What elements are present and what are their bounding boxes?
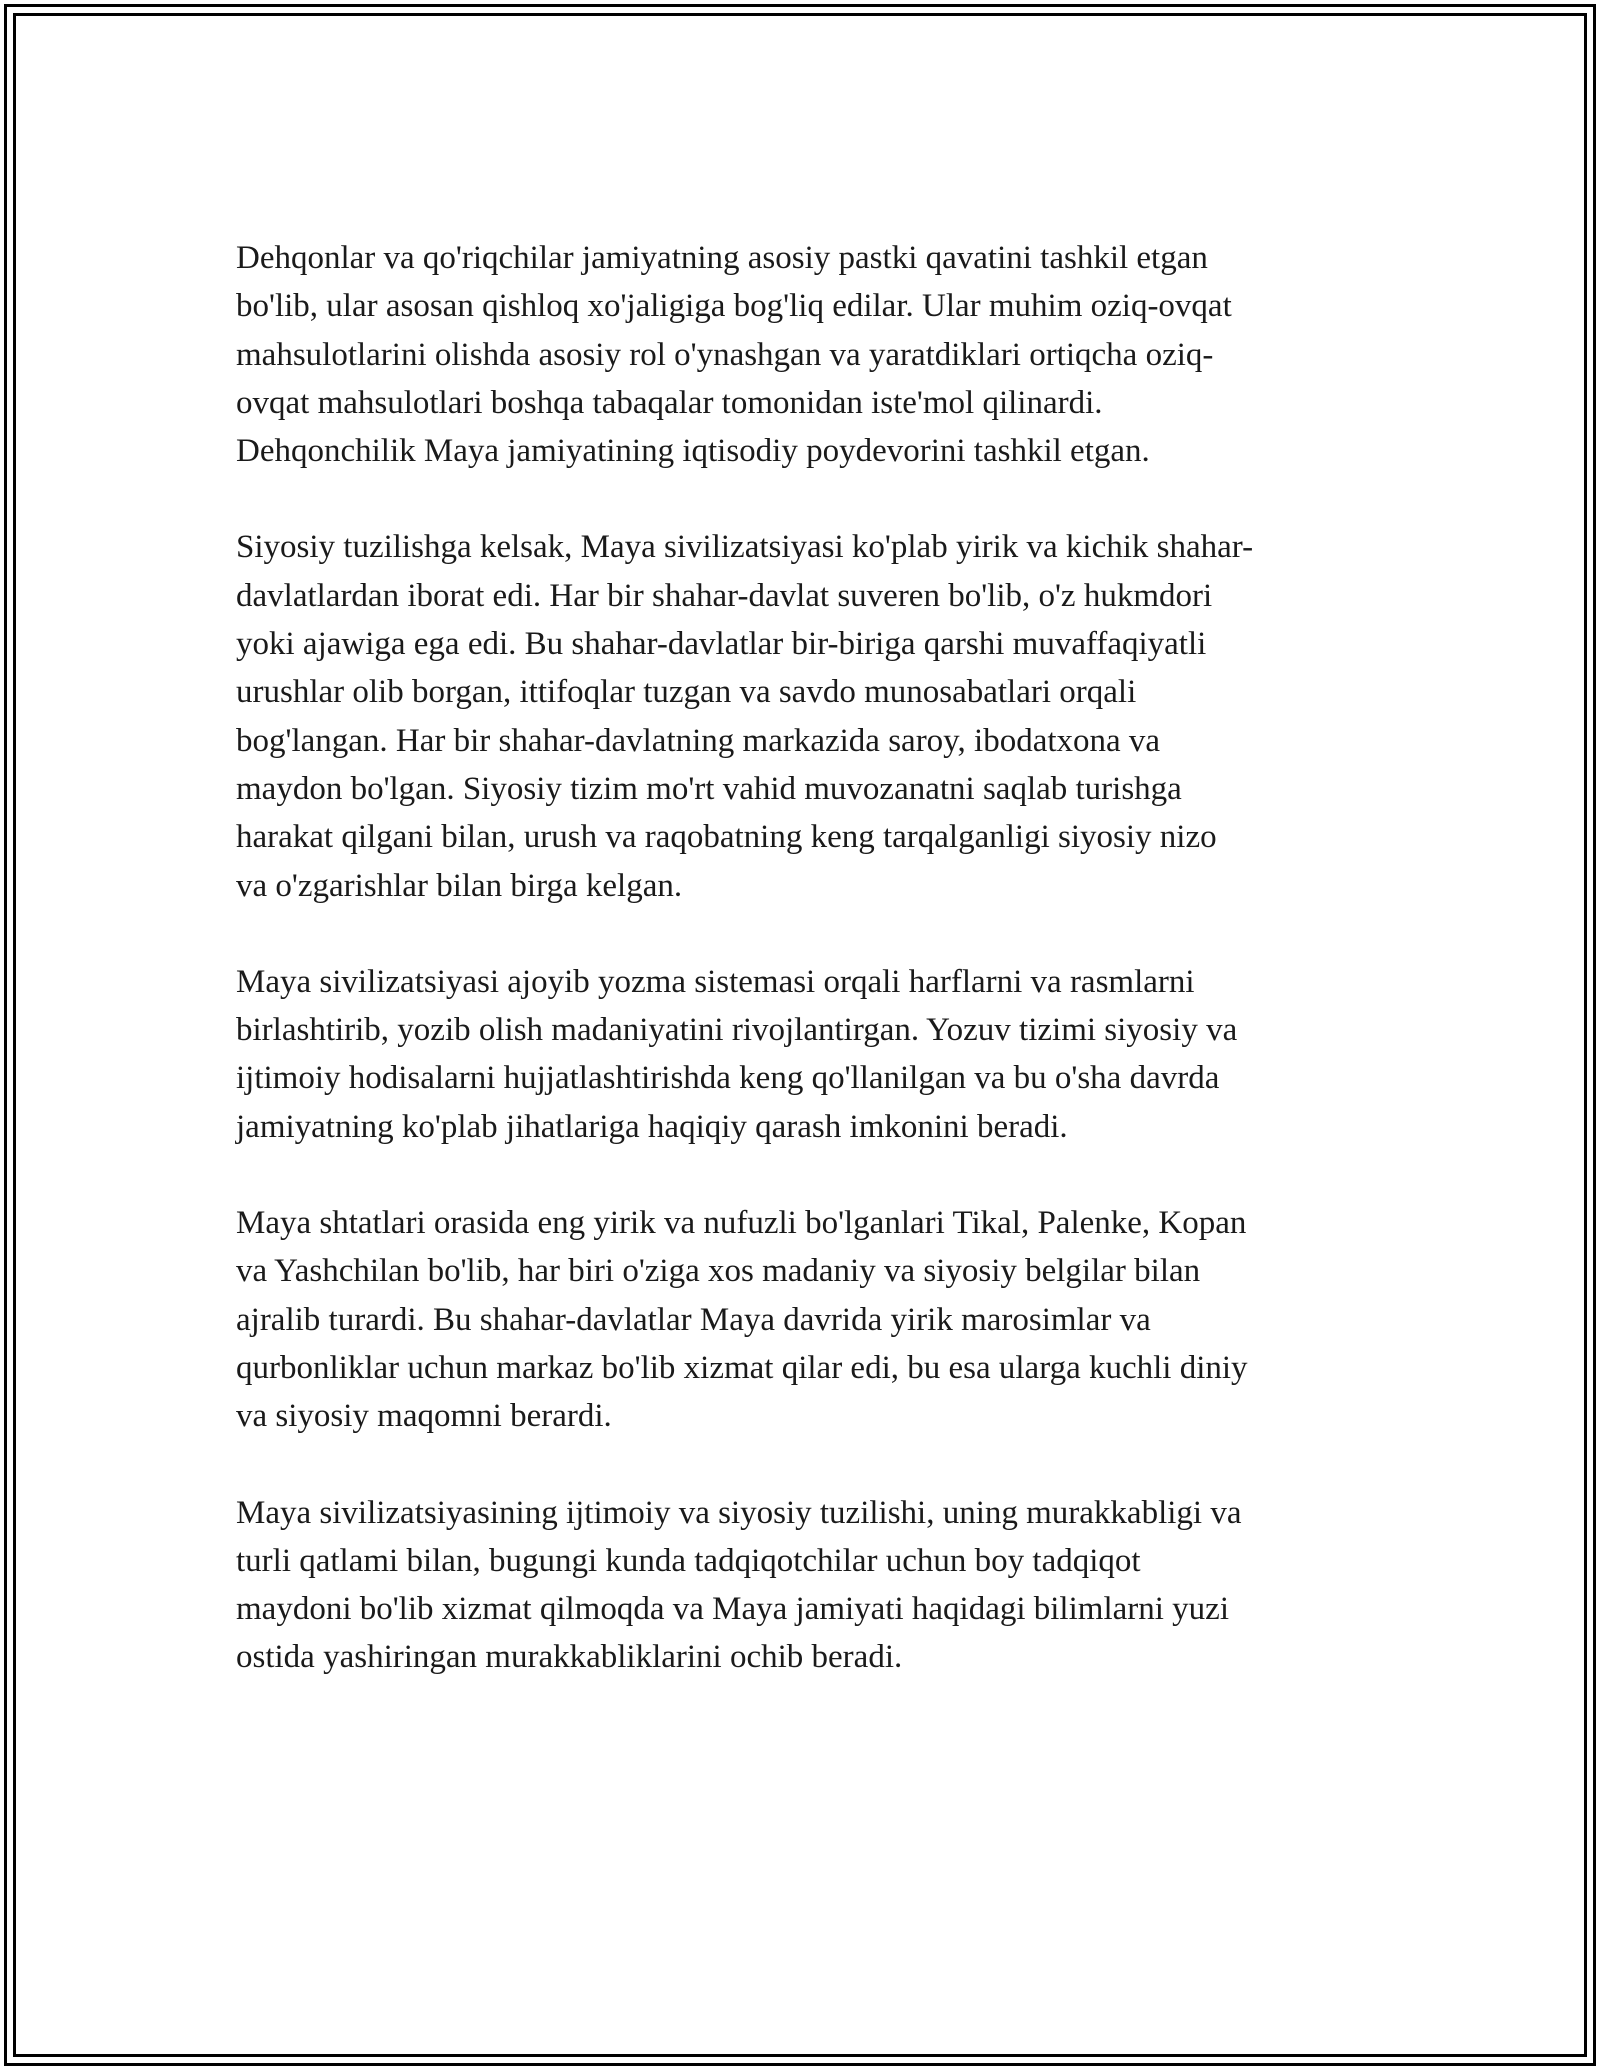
text-line: mahsulotlarini olishda asosiy rol o'ynashgan va yaratdiklari ortiqcha oziq-: [236, 336, 1214, 373]
text-line: va siyosiy maqomni berardi.: [236, 1398, 612, 1435]
text-line: turli qatlami bilan, bugungi kunda tadqiqotchilar uchun boy tadqiqot: [236, 1542, 1141, 1579]
text-line: Maya sivilizatsiyasining ijtimoiy va siyosiy tuzilishi, uning murakkabligi va: [236, 1494, 1242, 1531]
text-line: ijtimoiy hodisalarni hujjatlashtirishda keng qo'llanilgan va bu o'sha davrda: [236, 1060, 1220, 1097]
text-line: bog'langan. Har bir shahar-davlatning markazida saroy, ibodatxona va: [236, 722, 1161, 759]
paragraph-peasants: [236, 234, 1376, 475]
text-line: urushlar olib borgan, ittifoqlar tuzgan va savdo munosabatlari orqali: [236, 674, 1137, 711]
paragraph-city-states: [236, 1199, 1376, 1440]
text-line: va Yashchilan bo'lib, har biri o'ziga xos madaniy va siyosiy belgilar bilan: [236, 1253, 1201, 1290]
text-line: davlatlardan iborat edi. Har bir shahar-davlat suveren bo'lib, o'z hukmdori: [236, 577, 1213, 614]
text-line: Maya sivilizatsiyasi ajoyib yozma sistemasi orqali harflarni va rasmlarni: [236, 963, 1195, 1000]
text-line: maydoni bo'lib xizmat qilmoqda va Maya jamiyati haqidagi bilimlarni yuzi: [236, 1591, 1229, 1628]
text-line: ovqat mahsulotlari boshqa tabaqalar tomonidan iste'mol qilinardi.: [236, 384, 1103, 421]
text-line: qurbonliklar uchun markaz bo'lib xizmat qilar edi, bu esa ularga kuchli diniy: [236, 1349, 1248, 1386]
document-body: [236, 234, 1376, 1730]
text-line: jamiyatning ko'plab jihatlariga haqiqiy qarash imkonini beradi.: [236, 1108, 1068, 1145]
text-line: va o'zgarishlar bilan birga kelgan.: [236, 867, 683, 904]
text-line: Dehqonlar va qo'riqchilar jamiyatning asosiy pastki qavatini tashkil etgan: [236, 240, 1208, 276]
paragraph-conclusion: [236, 1489, 1376, 1682]
text-line: bo'lib, ular asosan qishloq xo'jaligiga bog'liq edilar. Ular muhim oziq-ovqat: [236, 288, 1232, 325]
text-line: Maya shtatlari orasida eng yirik va nufuzli bo'lganlari Tikal, Palenke, Kopan: [236, 1205, 1247, 1242]
text-line: ajralib turardi. Bu shahar-davlatlar Maya davrida yirik marosimlar va: [236, 1301, 1151, 1338]
text-line: Dehqonchilik Maya jamiyatining iqtisodiy poydevorini tashkil etgan.: [236, 433, 1150, 470]
text-line: harakat qilgani bilan, urush va raqobatning keng tarqalganligi siyosiy nizo: [236, 819, 1217, 856]
text-line: yoki ajawiga ega edi. Bu shahar-davlatlar bir-biriga qarshi muvaffaqiyatli: [236, 626, 1207, 663]
paragraph-political-structure: [236, 523, 1376, 909]
text-line: ostida yashiringan murakkabliklarini ochib beradi.: [236, 1639, 903, 1676]
text-line: birlashtirib, yozib olish madaniyatini rivojlantirgan. Yozuv tizimi siyosiy va: [236, 1012, 1238, 1049]
paragraph-writing-system: [236, 958, 1376, 1151]
text-line: Siyosiy tuzilishga kelsak, Maya sivilizatsiyasi ko'plab yirik va kichik shahar-: [236, 529, 1254, 566]
text-line: maydon bo'lgan. Siyosiy tizim mo'rt vahid muvozanatni saqlab turishga: [236, 770, 1182, 807]
